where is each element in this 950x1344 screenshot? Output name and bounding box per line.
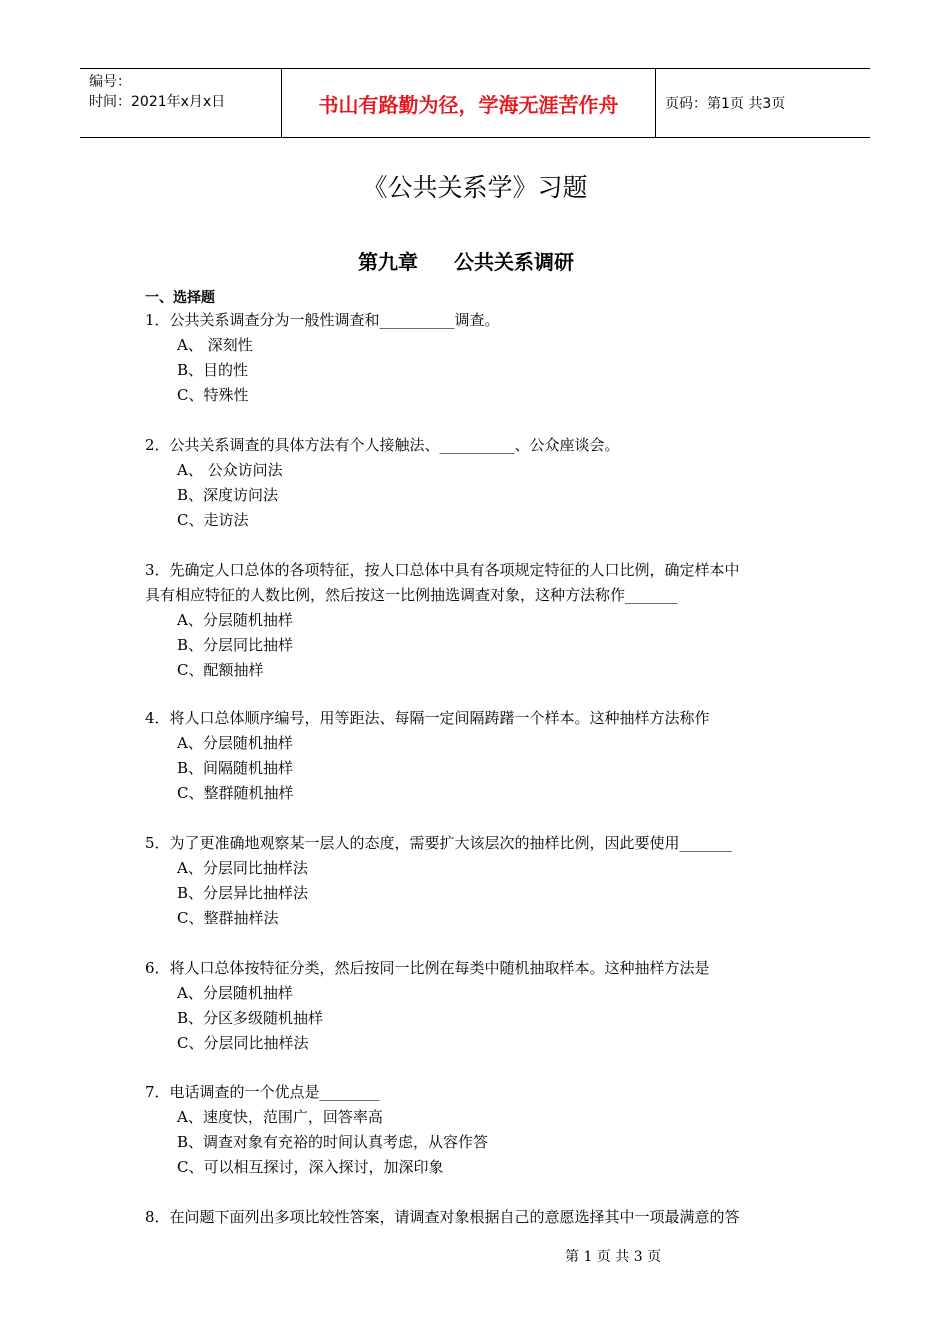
answer-option: C、分层同比抽样法 (177, 1034, 309, 1052)
document-number-label: 编号： (89, 74, 131, 90)
answer-option: C、走访法 (177, 511, 249, 529)
answer-option: A、分层随机抽样 (177, 734, 293, 752)
answer-option: A、分层同比抽样法 (177, 859, 308, 877)
question-stem: 2．公共关系调查的具体方法有个人接触法、__________、公众座谈会。 (145, 436, 620, 454)
page-header (80, 68, 870, 138)
page-footer: 第 1 页 共 3 页 (565, 1249, 662, 1265)
answer-option: C、特殊性 (177, 386, 249, 404)
answer-option: B、分层同比抽样 (177, 636, 294, 654)
question-stem: 4．将人口总体顺序编号，用等距法、每隔一定间隔踌躇一个样本。这种抽样方法称作 (145, 709, 710, 727)
question-stem: 7．电话调查的一个优点是________ (145, 1083, 380, 1101)
question-stem: 具有相应特征的人数比例，然后按这一比例抽选调查对象，这种方法称作_______ (145, 586, 678, 604)
answer-option: A、 公众访问法 (177, 461, 283, 479)
question-stem: 1．公共关系调查分为一般性调查和__________调查。 (145, 311, 500, 329)
question-stem: 6．将人口总体按特征分类，然后按同一比例在每类中随机抽取样本。这种抽样方法是 (145, 959, 710, 977)
answer-option: C、配额抽样 (177, 661, 264, 679)
chapter-number: 第九章 (358, 250, 418, 274)
answer-option: C、可以相互探讨，深入探讨，加深印象 (177, 1158, 444, 1176)
chapter-name: 公共关系调研 (454, 250, 574, 274)
answer-option: A、分层随机抽样 (177, 984, 293, 1002)
answer-option: B、分层异比抽样法 (177, 884, 309, 902)
header-motto: 书山有路勤为径，学海无涯苦作舟 (281, 69, 656, 137)
answer-option: C、整群随机抽样 (177, 784, 294, 802)
question-stem: 5．为了更准确地观察某一层人的态度，需要扩大该层次的抽样比例，因此要使用_______ (145, 834, 733, 852)
header-page-info: 页码：第1页 共3页 (665, 96, 786, 112)
section-title: 一、选择题 (145, 290, 215, 306)
answer-option: A、分层随机抽样 (177, 611, 293, 629)
answer-option: A、速度快，范围广，回答率高 (177, 1108, 383, 1126)
document-date-label: 时间：2021年x月x日 (89, 94, 226, 110)
answer-option: A、 深刻性 (177, 336, 253, 354)
answer-option: B、调查对象有充裕的时间认真考虑，从容作答 (177, 1133, 489, 1151)
answer-option: B、分区多级随机抽样 (177, 1009, 324, 1027)
header-info-cell (80, 69, 281, 137)
answer-option: B、深度访问法 (177, 486, 279, 504)
document-title: 《公共关系学》习题 (362, 173, 588, 202)
question-stem: 8．在问题下面列出多项比较性答案，请调查对象根据自己的意愿选择其中一项最满意的答 (145, 1208, 740, 1226)
answer-option: B、目的性 (177, 361, 249, 379)
question-stem: 3．先确定人口总体的各项特征，按人口总体中具有各项规定特征的人口比例，确定样本中 (145, 561, 740, 579)
answer-option: C、整群抽样法 (177, 909, 279, 927)
answer-option: B、间隔随机抽样 (177, 759, 294, 777)
chapter-heading (358, 246, 574, 275)
